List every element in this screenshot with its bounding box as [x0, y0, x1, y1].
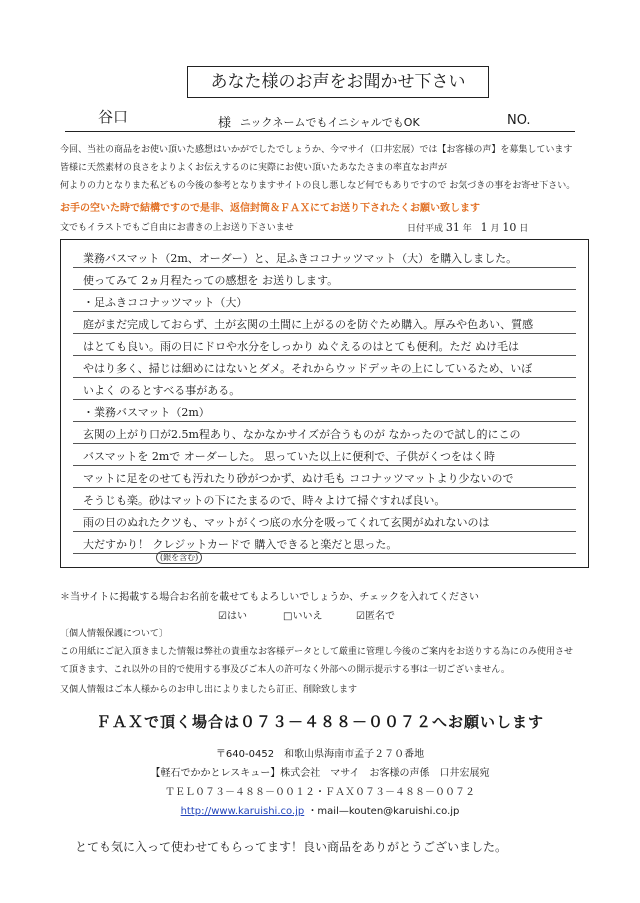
- privacy-line: て頂きます、これ以外の目的で使用する事及びご本人の許可なく外部への開示提示する事は一切ございません。: [60, 665, 510, 675]
- contact-links: [0, 802, 640, 817]
- comment-line: 玄関の上がり口が2.5m程あり、なかなかサイズが合うものが なかったので試し的にこの: [83, 428, 521, 441]
- comment-line: バスマットを 2mで オーダーした。 思っていた以上に便利で、子供がくつをはく時: [83, 450, 496, 463]
- option-yes[interactable]: [218, 607, 247, 622]
- option-no-label: いいえ: [292, 611, 323, 622]
- intro-line: 今回、当社の商品をお使い頂いた感想はいかがでしたでしょうか、今マサイ（口井宏展）では【お客様の声】を募集しています: [60, 145, 573, 155]
- comment-line: そうじも楽。砂はマットの下にたまるので、時々よけて掃ぐすれば良い。: [83, 494, 446, 507]
- tel-fax: ＴＥＬ０７３－４８８－００１２・ＦＡＸ０７３－４８８－００７２: [165, 787, 475, 798]
- date-label: 日付平成: [407, 224, 444, 234]
- comment-sidenote: (銀を含む): [156, 551, 202, 564]
- customer-name: 谷口: [98, 108, 129, 126]
- privacy-line: 又個人情報はご本人様からのお申し出によりましたら訂正、削除致します: [60, 685, 358, 695]
- comment-box: [60, 239, 589, 568]
- number-label: NO.: [507, 113, 531, 128]
- privacy-line: この用紙にご記入頂きました情報は弊社の貴重なお客様データとして厳重に管理し今後のご案内をお送りする為にのみ使用させ: [60, 647, 574, 657]
- name-note: ニックネームでもイニシャルでもOK: [240, 116, 420, 129]
- checkbox-no[interactable]: □: [283, 611, 293, 622]
- name-suffix: 様: [218, 116, 232, 131]
- comment-line: やはり多く、掃じは細めにはないとダメ。それからウッドデッキの上にしているため、いぼ: [83, 362, 533, 375]
- website-link[interactable]: http://www.karuishi.co.jp: [180, 806, 305, 817]
- request-highlight: お手の空いた時で結構ですので是非、返信封筒＆ＦＡＸにてお送り下されたくお願い致します: [60, 203, 480, 214]
- comment-line: ・業務バスマット（2m）: [83, 406, 210, 419]
- option-anonymous[interactable]: [356, 607, 395, 622]
- privacy-heading: 〔個人情報保護について〕: [60, 629, 168, 639]
- publish-question: ＊当サイトに掲載する場合お名前を載せてもよろしいでしょうか、チェックを入れてください: [60, 592, 479, 603]
- option-anonymous-label: 匿名で: [364, 611, 395, 622]
- comment-line: 庭がまだ完成しておらず、土が玄関の土間に上がるのを防ぐため購入。厚みや色あい、質感: [83, 318, 534, 331]
- illustration-note: 文でもイラストでもご自由にお書きの上お送り下さいませ: [60, 223, 294, 233]
- company-line: 【軽石でかかとレスキュー】株式会社 マサイ お客様の声係 口井宏展宛: [150, 768, 490, 779]
- comment-line: マットに足をのせても汚れたり砂がつかず、ぬけ毛も ココナッツマットより少ないので: [83, 472, 514, 485]
- date-month: 1: [480, 221, 488, 234]
- page-title: あなた様のお声をお聞かせ下さい: [187, 66, 489, 98]
- comment-line: ・足ふきココナッツマット（大）: [83, 296, 248, 309]
- comment-line: いよく のるとすべる事がある。: [83, 384, 241, 397]
- checkbox-yes[interactable]: ☑: [218, 611, 227, 622]
- comment-line: 雨の日のぬれたクツも、マットがくつ底の水分を吸ってくれて玄関がぬれないのは: [83, 516, 490, 529]
- email-address: ・mail—kouten@karuishi.co.jp: [307, 806, 460, 817]
- option-no[interactable]: [283, 607, 322, 622]
- comment-line: 使ってみて 2ヵ月程たっての感想を お送りします。: [83, 274, 339, 287]
- intro-line: 何よりの力となりまた私どもの今後の参考となりますサイトの良し悪しなど何でもありですので お気づきの事をお寄せ下さい。: [60, 181, 576, 191]
- checkbox-anonymous[interactable]: ☑: [356, 611, 365, 622]
- fax-instructions: ＦＡＸで頂く場合は０７３－４８８－００７２へお願いします: [95, 713, 544, 731]
- comment-line: はとても良い。雨の日にドロや水分をしっかり ぬぐえるのはとても便利。ただ ぬけ毛は: [83, 340, 519, 353]
- footer-handwritten-note: とても気に入って使わせてもらってます！良い商品をありがとうございました。: [75, 840, 508, 854]
- option-yes-label: はい: [226, 611, 247, 622]
- date-field: [407, 222, 528, 235]
- date-month-unit: 月: [490, 224, 500, 234]
- comment-line: 業務バスマット（2m、オーダー）と、足ふきココナッツマット（大）を購入しました。: [83, 252, 518, 265]
- comment-line: 大だすかり！ クレジットカードで 購入できると楽だと思った。: [83, 538, 398, 551]
- date-year: 31: [445, 221, 460, 234]
- postal-address: 〒640-0452 和歌山県海南市孟子２７０番地: [215, 749, 425, 760]
- intro-line: 皆様に天然素材の良さをよりよくお伝えするのに実際にお使い頂いたあなたさまの率直なお声が: [60, 163, 448, 173]
- date-day-unit: 日: [519, 224, 529, 234]
- date-year-unit: 年: [462, 224, 472, 234]
- date-day: 10: [502, 221, 517, 234]
